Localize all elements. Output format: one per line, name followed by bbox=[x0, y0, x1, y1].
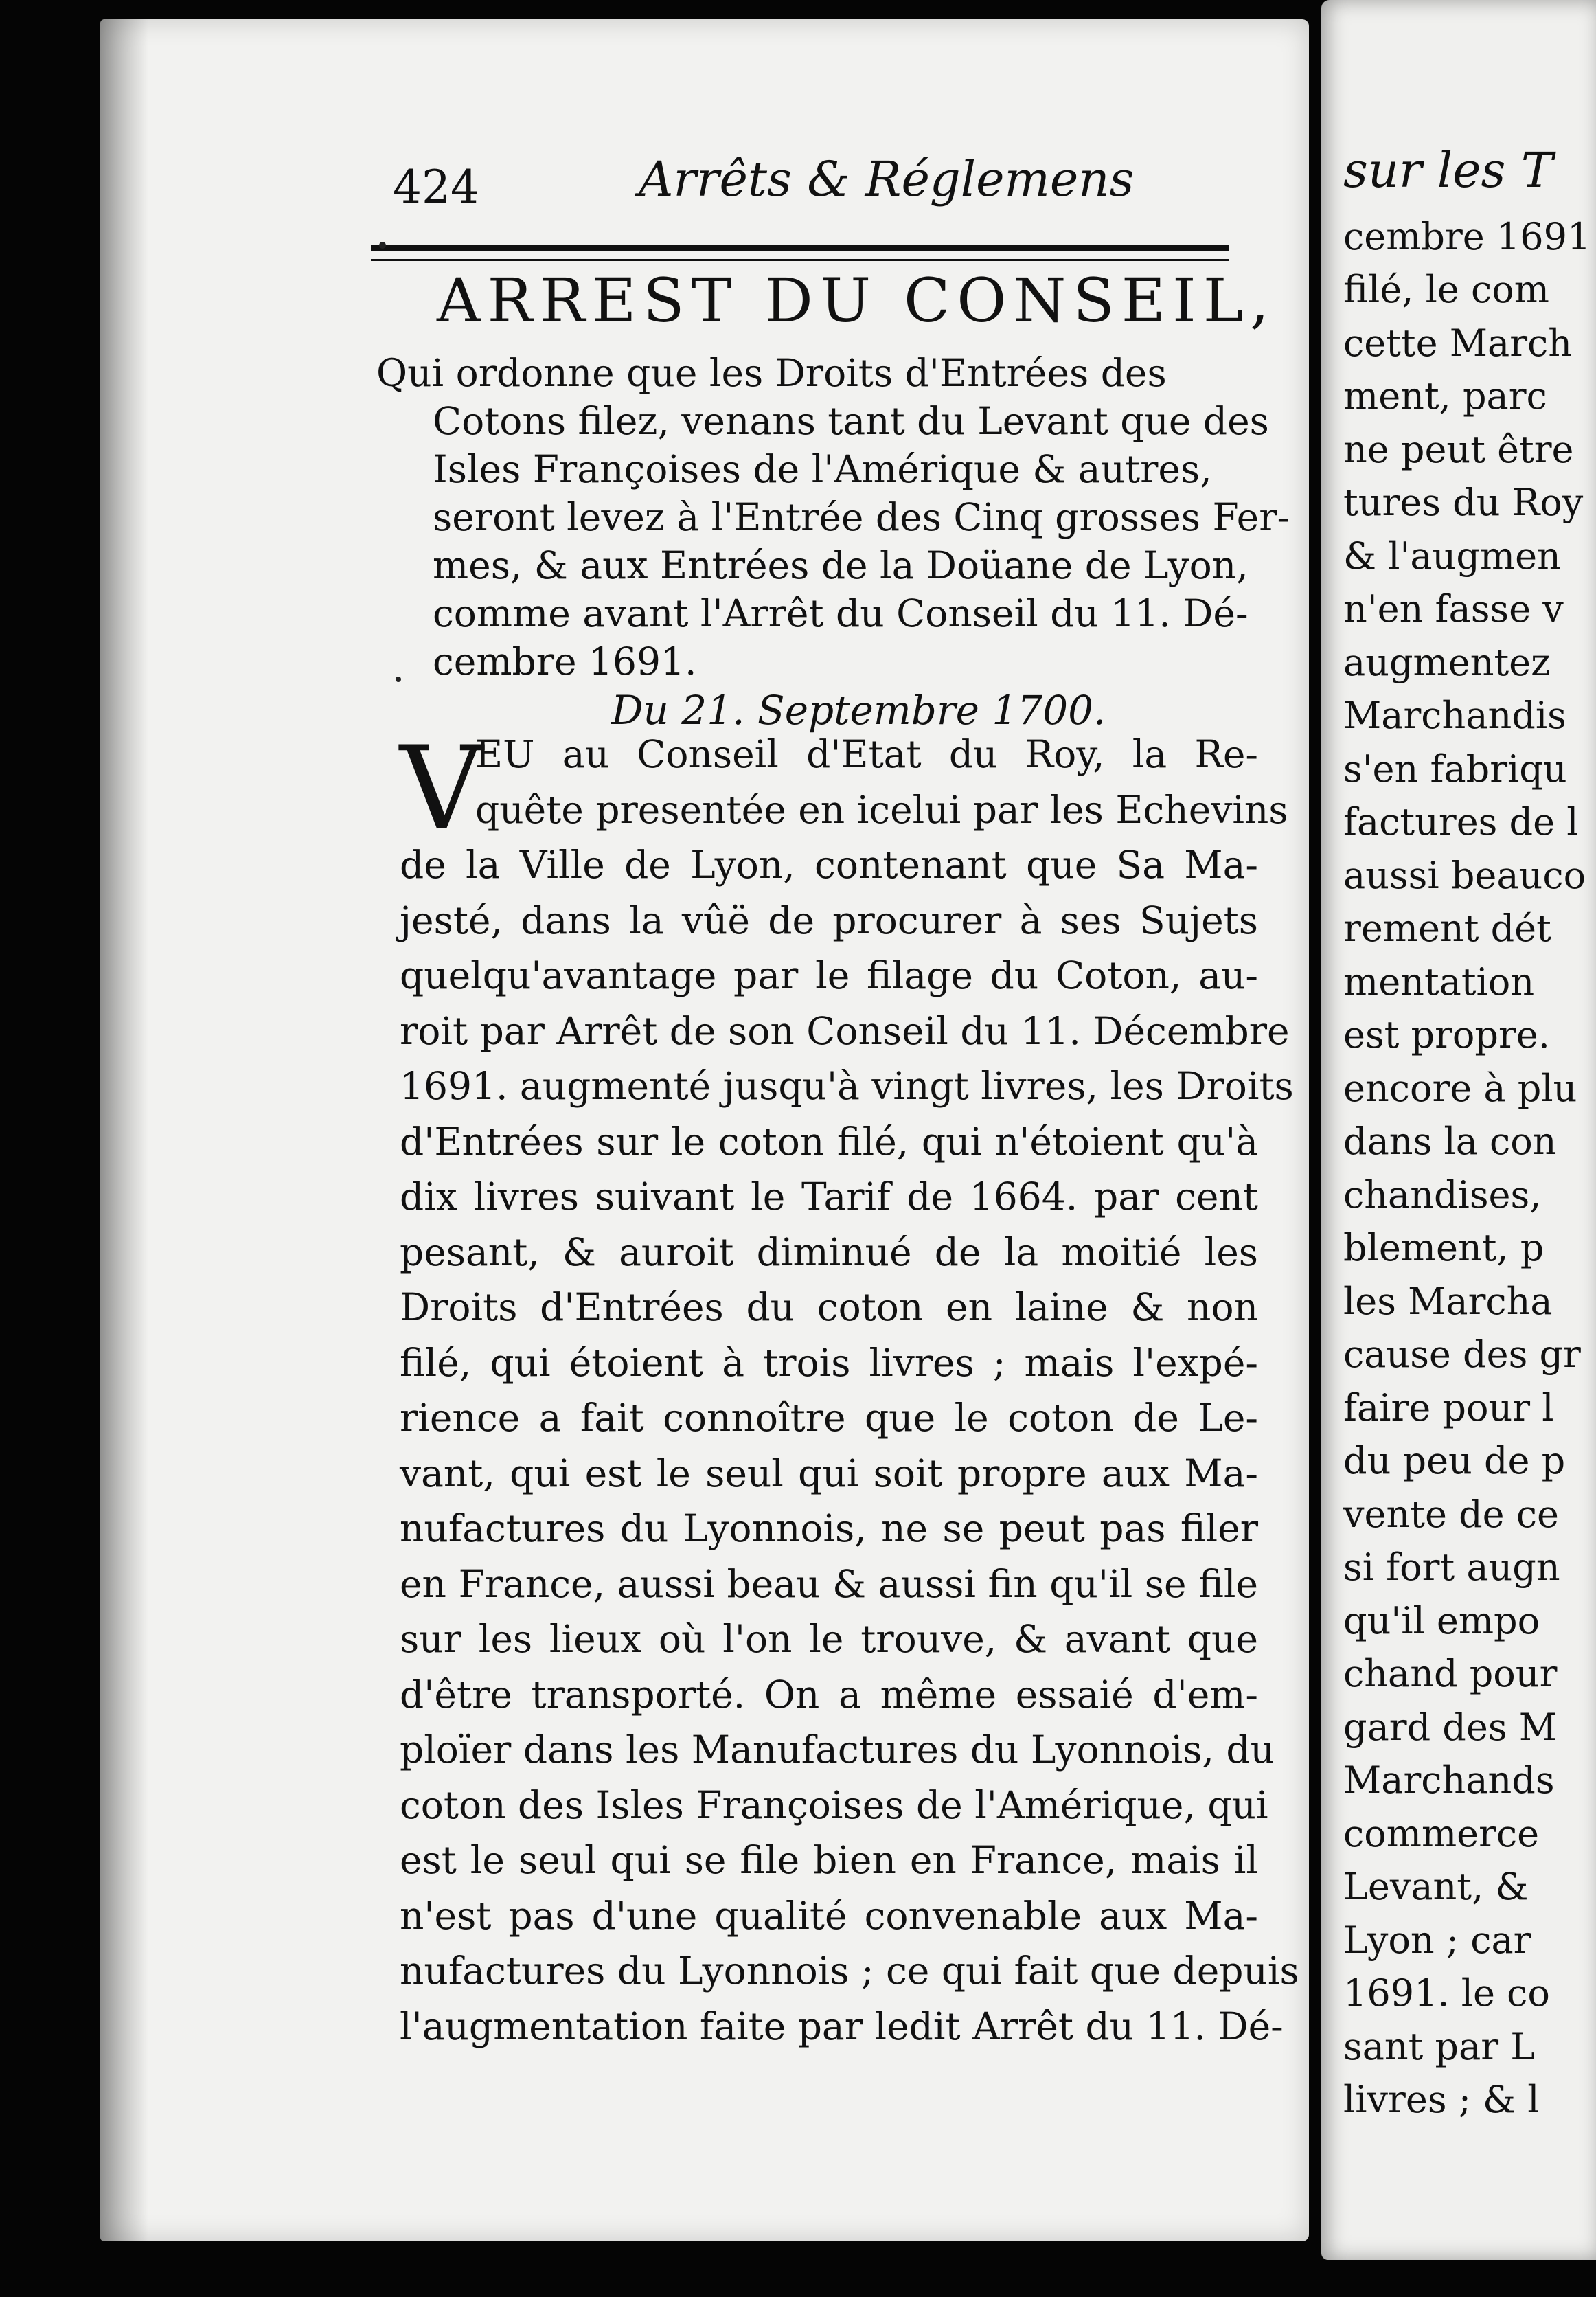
summary-line: mes, & aux Entrées de la Doüane de Lyon, bbox=[433, 543, 1249, 587]
right-line: vente de ce bbox=[1343, 1492, 1559, 1536]
header-rule bbox=[371, 245, 1229, 251]
summary-line: Qui ordonne que les Droits d'Entrées des bbox=[376, 351, 1167, 395]
summary-paragraph bbox=[376, 349, 1290, 686]
right-line: n'en fasse v bbox=[1343, 587, 1564, 631]
body-line: rience a fait connoître que le coton de Le- bbox=[400, 1396, 1258, 1440]
summary-line: comme avant l'Arrêt du Conseil du 11. Dé- bbox=[433, 591, 1249, 635]
right-line: sant par L bbox=[1343, 2024, 1536, 2068]
body-line: l'augmentation faite par ledit Arrêt du 11. Dé- bbox=[400, 2004, 1284, 2048]
right-running-head: sur les T bbox=[1343, 142, 1553, 199]
body-line: quelqu'avantage par le filage du Coton, au- bbox=[400, 953, 1258, 997]
right-line: gard des M bbox=[1343, 1705, 1558, 1749]
right-line: Marchands bbox=[1343, 1758, 1555, 1802]
right-line: cette March bbox=[1343, 321, 1573, 365]
ink-speck bbox=[396, 677, 401, 682]
body-line: vant, qui est le seul qui soit propre aux Ma- bbox=[400, 1451, 1258, 1495]
body-line: jesté, dans la vûë de procurer à ses Sujets bbox=[400, 898, 1258, 942]
right-line: tures du Roy bbox=[1343, 481, 1584, 524]
body-line: ploïer dans les Manufactures du Lyonnois, du bbox=[400, 1728, 1275, 1772]
right-line: Levant, & bbox=[1343, 1865, 1529, 1908]
right-line: encore à plu bbox=[1343, 1066, 1577, 1110]
gutter-shadow bbox=[100, 19, 148, 2241]
right-line: Lyon ; car bbox=[1343, 1918, 1531, 1962]
body-line: d'être transporté. On a même essaié d'em- bbox=[400, 1672, 1258, 1717]
body-line: n'est pas d'une qualité convenable aux Ma- bbox=[400, 1893, 1258, 1938]
ink-speck bbox=[379, 242, 386, 249]
body-line: Droits d'Entrées du coton en laine & non bbox=[400, 1285, 1258, 1329]
right-line: 1691. le co bbox=[1343, 1971, 1550, 2015]
right-line: commerce bbox=[1343, 1811, 1540, 1855]
body-line: pesant, & auroit diminué de la moitié les bbox=[400, 1230, 1258, 1274]
right-line: cembre 1691 bbox=[1343, 214, 1591, 258]
body-line: coton des Isles Françoises de l'Amérique, qui bbox=[400, 1783, 1268, 1827]
body-line: quête presentée en icelui par les Echevins bbox=[475, 787, 1288, 832]
drop-cap: V bbox=[400, 721, 483, 856]
body-line: roit par Arrêt de son Conseil du 11. Décembre bbox=[400, 1008, 1290, 1053]
right-line: chandises, bbox=[1343, 1173, 1542, 1217]
right-line: dans la con bbox=[1343, 1120, 1557, 1163]
running-head-title: Arrêts & Réglemens bbox=[639, 151, 1135, 207]
right-line: livres ; & l bbox=[1343, 2078, 1540, 2121]
page-number: 424 bbox=[393, 161, 479, 214]
right-line: ment, parc bbox=[1343, 374, 1547, 418]
right-line: Marchandis bbox=[1343, 694, 1566, 737]
right-line: faire pour l bbox=[1343, 1385, 1554, 1429]
body-line: de la Ville de Lyon, contenant que Sa Ma- bbox=[400, 843, 1258, 887]
right-line: qu'il empo bbox=[1343, 1598, 1540, 1642]
right-page-text bbox=[1343, 144, 1591, 2127]
body-line: sur les lieux où l'on le trouve, & avant que bbox=[400, 1617, 1258, 1661]
right-line: les Marcha bbox=[1343, 1279, 1553, 1323]
body-line: nufactures du Lyonnois, ne se peut pas filer bbox=[400, 1506, 1258, 1550]
summary-line: Cotons filez, venans tant du Levant que des bbox=[433, 399, 1269, 443]
right-line: factures de l bbox=[1343, 800, 1579, 844]
summary-line: Isles Françoises de l'Amérique & autres, bbox=[433, 447, 1212, 491]
right-line: ne peut être bbox=[1343, 427, 1574, 471]
right-line: augmentez bbox=[1343, 640, 1551, 684]
right-page bbox=[1321, 0, 1596, 2260]
right-line: & l'augmen bbox=[1343, 534, 1561, 578]
body-line: 1691. augmenté jusqu'à vingt livres, les Droits bbox=[400, 1064, 1294, 1108]
body-line: nufactures du Lyonnois ; ce qui fait que depuis bbox=[400, 1949, 1299, 1993]
summary-line: seront levez à l'Entrée des Cinq grosses Fer- bbox=[433, 495, 1290, 539]
right-line: blement, p bbox=[1343, 1226, 1544, 1269]
right-line: aussi beauco bbox=[1343, 853, 1586, 897]
body-line: filé, qui étoient à trois livres ; mais l'expé- bbox=[400, 1340, 1258, 1385]
right-line: filé, le com bbox=[1343, 268, 1549, 311]
right-line: cause des gr bbox=[1343, 1333, 1581, 1376]
body-line: d'Entrées sur le coton filé, qui n'étoient qu'à bbox=[400, 1119, 1258, 1164]
right-line: chand pour bbox=[1343, 1652, 1558, 1695]
body-line: dix livres suivant le Tarif de 1664. par cent bbox=[400, 1175, 1258, 1219]
body-line: est le seul qui se file bien en France, mais il bbox=[400, 1838, 1258, 1882]
body-line: en France, aussi beau & aussi fin qu'il se file bbox=[400, 1561, 1258, 1606]
right-line: s'en fabriqu bbox=[1343, 747, 1567, 791]
right-line: est propre. bbox=[1343, 1013, 1550, 1056]
body-line: EU au Conseil d'Etat du Roy, la Re- bbox=[475, 732, 1258, 776]
running-head bbox=[393, 151, 1189, 227]
document-date: Du 21. Septembre 1700. bbox=[611, 687, 1106, 734]
body-paragraph bbox=[400, 721, 1299, 2054]
right-line: rement dét bbox=[1343, 907, 1551, 950]
summary-line: cembre 1691. bbox=[433, 640, 697, 683]
right-line: mentation bbox=[1343, 960, 1535, 1004]
right-line: si fort augn bbox=[1343, 1546, 1560, 1589]
right-line: du peu de p bbox=[1343, 1439, 1566, 1482]
document-heading: ARREST DU CONSEIL, bbox=[437, 265, 1277, 336]
